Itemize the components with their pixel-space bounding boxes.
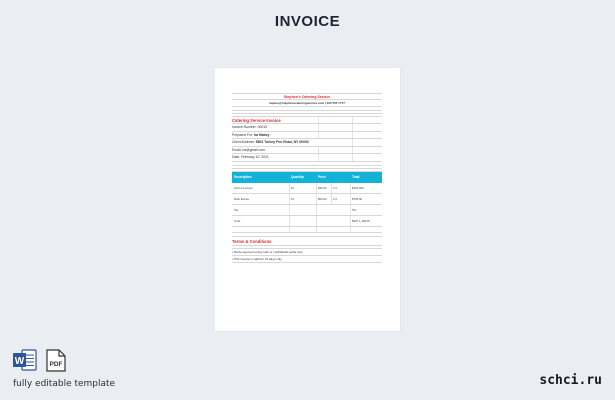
grid-line [289, 183, 290, 193]
field-value: Ira Mabey [253, 132, 270, 137]
cell-total: $750.00 [352, 196, 363, 201]
field-prepared-for [232, 132, 382, 140]
grid-line [318, 117, 319, 123]
col-description: Description [234, 174, 252, 179]
field-invoice-number [232, 124, 382, 132]
field-value: 00015 [257, 125, 268, 129]
brand-logo-text[interactable]: schci.ru [539, 373, 602, 388]
pdf-icon [46, 349, 66, 372]
grid-line [318, 147, 319, 154]
field-value: February 10, 2021 [241, 155, 269, 159]
grid-line [350, 205, 351, 215]
table-row [232, 194, 382, 205]
word-icon [13, 349, 37, 371]
grid-line [289, 227, 290, 232]
grid-line [352, 132, 353, 139]
cell-quantity: 15 [291, 196, 295, 201]
grid-line [352, 124, 353, 131]
grid-line [316, 194, 317, 204]
section-title-text: Catering Service Invoice [232, 118, 281, 123]
cell-description: Main Entrée [234, 196, 250, 201]
field-label: Date: [232, 155, 241, 159]
grid-line [331, 183, 332, 193]
cell-extra: 1.0 [333, 185, 337, 190]
grid-line [318, 154, 319, 161]
col-total: Total [352, 174, 360, 179]
grid-line [352, 139, 353, 146]
company-name: Stephen's Catering Service [232, 93, 382, 100]
grid-line [350, 227, 351, 232]
grid-line [318, 124, 319, 131]
table-header [232, 172, 382, 183]
contact-line: inquire@stephenscateringservice.com | 222 555 7777 [232, 100, 382, 107]
field-date [232, 154, 382, 162]
page-title: INVOICE [274, 13, 341, 30]
col-quantity: Quantity [291, 174, 304, 179]
field-value: 5803 Turkey Pen Road, NY 00003 [255, 140, 309, 144]
field-value: ira@gmail.com [242, 147, 266, 152]
cell-quantity: 10 [291, 185, 295, 190]
table-row [232, 205, 382, 216]
grid-line [318, 132, 319, 139]
field-label: Email: [232, 147, 242, 152]
field-email [232, 147, 382, 155]
grid-line [316, 227, 317, 232]
grid-line [352, 117, 353, 123]
terms-item: • This invoice is valid for 15 days only. [232, 256, 382, 263]
terms-title-text: Terms & Conditions [232, 238, 272, 244]
grid-line [316, 183, 317, 193]
cell-total: 5% [352, 207, 357, 212]
terms-item: • Mode payment using cash or credit/debit cards only. [232, 249, 382, 256]
grid-line [289, 194, 290, 204]
cell-description: Tax [234, 207, 239, 212]
grid-line [350, 183, 351, 193]
cell-total: $400.000 [352, 185, 364, 190]
field-label: Invoice Number: [232, 125, 257, 129]
table-row [232, 183, 382, 194]
cell-total: $987 1,168.00 [352, 218, 370, 223]
cell-price: $50.00 [318, 196, 327, 201]
grid-line [316, 205, 317, 215]
grid-line [350, 194, 351, 204]
col-price: Price [318, 174, 326, 179]
table-row [232, 216, 382, 227]
section-title [232, 117, 382, 124]
template-caption: fully editable template [13, 379, 116, 389]
field-label: Client Address: [232, 140, 255, 144]
word-letter: W [14, 355, 25, 367]
pdf-label: PDF [49, 361, 63, 368]
field-client-address [232, 139, 382, 147]
invoice-document [232, 93, 382, 263]
cell-description: Total: [234, 218, 241, 223]
field-label: Prepared For: [232, 132, 253, 137]
cell-description: Hors d'oeuvres [234, 185, 253, 190]
grid-line [331, 194, 332, 204]
grid-line [316, 216, 317, 226]
invoice-preview [215, 68, 400, 331]
terms-title [232, 237, 382, 246]
grid-line [289, 205, 290, 215]
cell-extra: 1.0 [333, 196, 337, 201]
grid-line [350, 216, 351, 226]
grid-line [352, 147, 353, 154]
cell-price: $40.00 [318, 185, 327, 190]
grid-line [289, 216, 290, 226]
grid-line [352, 154, 353, 161]
